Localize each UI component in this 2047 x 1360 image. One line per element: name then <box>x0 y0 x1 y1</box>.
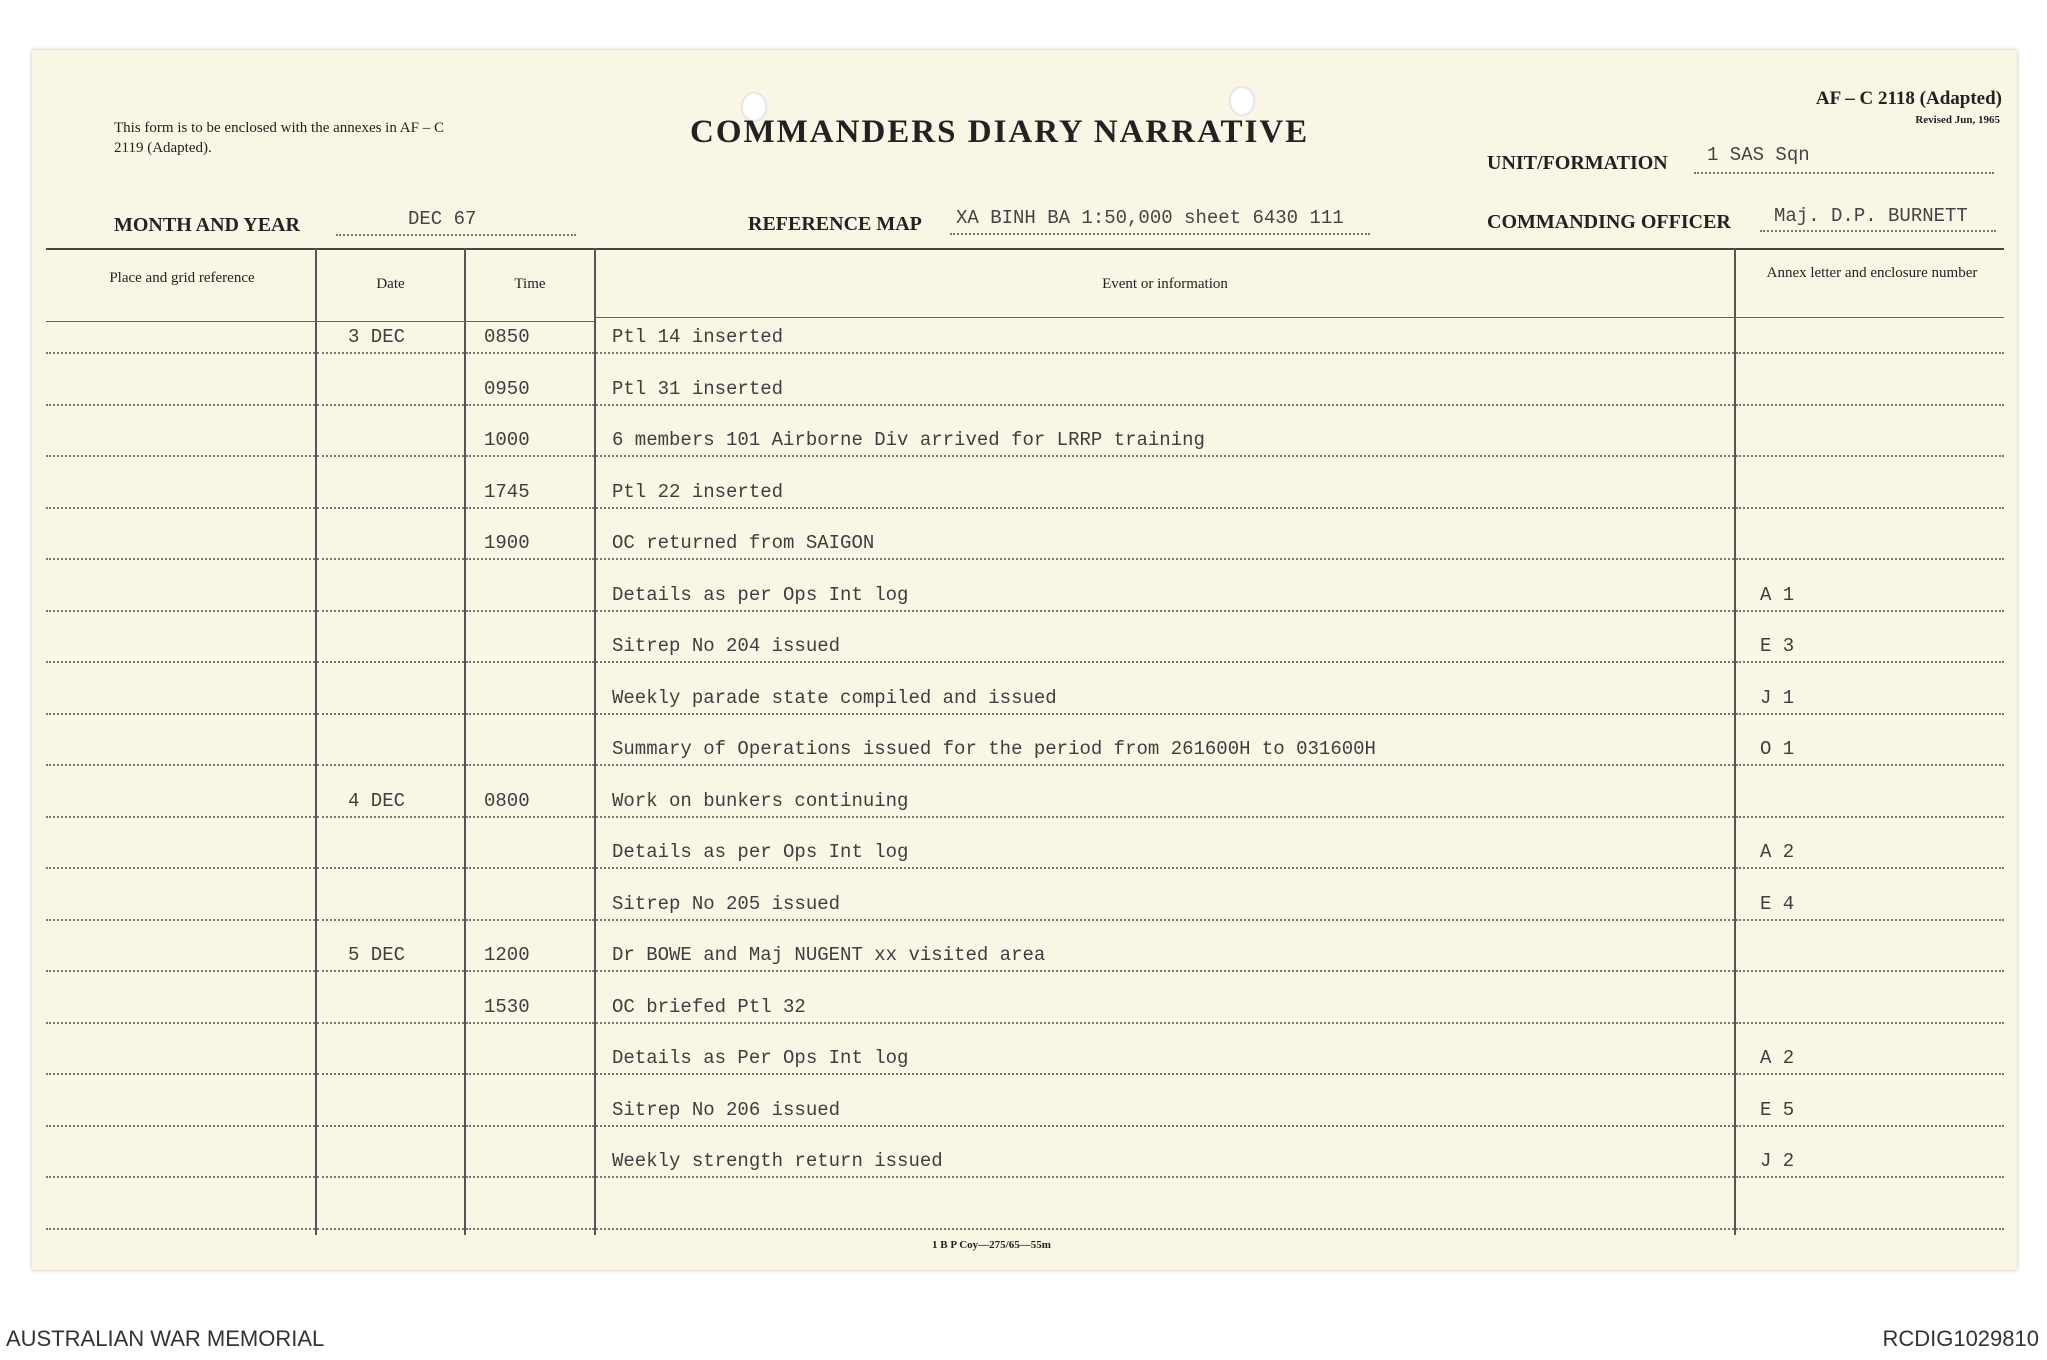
row-rule <box>466 919 594 921</box>
row-rule <box>1736 919 2004 921</box>
commanding-officer-dots <box>1760 230 1996 232</box>
row-time: 1000 <box>484 429 530 451</box>
row-rule <box>1736 1176 2004 1178</box>
form-title: COMMANDERS DIARY NARRATIVE <box>690 114 1310 150</box>
row-rule <box>46 970 315 972</box>
row-rule <box>317 404 464 406</box>
revised-date: Revised Jun, 1965 <box>1915 114 2000 126</box>
row-rule <box>596 764 1734 766</box>
header-underline-left <box>46 321 594 322</box>
row-event: OC briefed Ptl 32 <box>612 996 806 1018</box>
row-rule <box>317 919 464 921</box>
row-rule <box>466 507 594 509</box>
row-rule <box>466 661 594 663</box>
row-time: 1900 <box>484 532 530 554</box>
row-rule <box>596 1228 1734 1230</box>
row-rule <box>46 764 315 766</box>
row-annex: A 2 <box>1760 1047 1795 1069</box>
row-rule <box>596 352 1734 354</box>
row-rule <box>596 1073 1734 1075</box>
row-rule <box>596 455 1734 457</box>
row-rule <box>317 816 464 818</box>
row-time: 0800 <box>484 790 530 812</box>
row-rule <box>317 1073 464 1075</box>
unit-formation-label: UNIT/FORMATION <box>1487 152 1668 174</box>
row-rule <box>1736 1073 2004 1075</box>
row-rule <box>46 404 315 406</box>
enclosure-note: This form is to be enclosed with the annexes in AF – C 2119 (Adapted). <box>114 120 444 156</box>
reference-map-value: XA BINH BA 1:50,000 sheet 6430 111 <box>956 207 1344 229</box>
row-rule <box>466 1125 594 1127</box>
row-rule <box>466 816 594 818</box>
row-rule <box>317 1228 464 1230</box>
row-rule <box>317 713 464 715</box>
header-date: Date <box>376 276 405 292</box>
row-annex: A 2 <box>1760 841 1795 863</box>
row-date: 3 DEC <box>348 326 406 348</box>
reference-map-label: REFERENCE MAP <box>748 213 922 235</box>
row-rule <box>1736 816 2004 818</box>
row-rule <box>466 404 594 406</box>
row-annex: E 3 <box>1760 635 1795 657</box>
caption-left: AUSTRALIAN WAR MEMORIAL <box>6 1326 325 1351</box>
row-rule <box>1736 352 2004 354</box>
row-rule <box>46 1022 315 1024</box>
row-rule <box>46 558 315 560</box>
reference-map-dots <box>950 233 1370 235</box>
month-year-label: MONTH AND YEAR <box>114 214 300 236</box>
row-rule <box>466 1022 594 1024</box>
row-rule <box>596 610 1734 612</box>
row-rule <box>46 610 315 612</box>
row-rule <box>317 764 464 766</box>
row-rule <box>466 764 594 766</box>
row-event: Details as per Ops Int log <box>612 584 909 606</box>
row-rule <box>466 1073 594 1075</box>
row-rule <box>596 1022 1734 1024</box>
row-rule <box>596 1125 1734 1127</box>
row-rule <box>1736 1022 2004 1024</box>
row-rule <box>596 867 1734 869</box>
row-rule <box>46 816 315 818</box>
row-rule <box>596 816 1734 818</box>
row-event: Details as per Ops Int log <box>612 841 909 863</box>
row-event: Weekly strength return issued <box>612 1150 943 1172</box>
unit-formation-value: 1 SAS Sqn <box>1707 144 1810 166</box>
row-rule <box>466 558 594 560</box>
header-underline-annex <box>1735 317 2004 318</box>
row-event: Ptl 14 inserted <box>612 326 784 348</box>
row-rule <box>1736 764 2004 766</box>
row-rule <box>317 1125 464 1127</box>
row-rule <box>1736 867 2004 869</box>
row-rule <box>317 1176 464 1178</box>
row-rule <box>317 558 464 560</box>
row-event: Ptl 22 inserted <box>612 481 784 503</box>
row-rule <box>46 1073 315 1075</box>
column-divider-event <box>594 248 596 1235</box>
row-event: Details as Per Ops Int log <box>612 1047 909 1069</box>
row-rule <box>46 713 315 715</box>
row-rule <box>317 507 464 509</box>
row-rule <box>1736 558 2004 560</box>
header-underline-event <box>595 317 1734 318</box>
row-rule <box>596 970 1734 972</box>
row-rule <box>1736 1125 2004 1127</box>
row-rule <box>596 507 1734 509</box>
header-place: Place and grid reference <box>109 270 255 286</box>
row-rule <box>1736 610 2004 612</box>
row-rule <box>317 352 464 354</box>
row-rule <box>46 1125 315 1127</box>
row-event: Sitrep No 204 issued <box>612 635 841 657</box>
row-rule <box>596 919 1734 921</box>
diary-page <box>32 50 2017 1270</box>
row-annex: J 1 <box>1760 687 1795 709</box>
row-rule <box>317 661 464 663</box>
caption-right: RCDIG1029810 <box>1882 1326 2039 1351</box>
row-event: 6 members 101 Airborne Div arrived for LRRP training <box>612 429 1205 451</box>
row-event: Sitrep No 206 issued <box>612 1099 841 1121</box>
row-rule <box>466 610 594 612</box>
row-event: Dr BOWE and Maj NUGENT xx visited area <box>612 944 1046 966</box>
row-rule <box>1736 661 2004 663</box>
row-date: 5 DEC <box>348 944 406 966</box>
row-rule <box>596 1176 1734 1178</box>
row-rule <box>1736 970 2004 972</box>
row-rule <box>1736 713 2004 715</box>
header-annex: Annex letter and enclosure number <box>1766 265 1978 281</box>
row-event: Sitrep No 205 issued <box>612 893 841 915</box>
column-divider-date <box>315 248 317 1235</box>
row-rule <box>596 558 1734 560</box>
column-divider-annex <box>1734 248 1736 1235</box>
row-rule <box>466 713 594 715</box>
row-rule <box>46 455 315 457</box>
row-rule <box>466 867 594 869</box>
month-year-value: DEC 67 <box>408 208 477 230</box>
row-rule <box>317 610 464 612</box>
row-rule <box>466 455 594 457</box>
row-event: Work on bunkers continuing <box>612 790 909 812</box>
row-event: Ptl 31 inserted <box>612 378 784 400</box>
row-rule <box>317 867 464 869</box>
commanding-officer-label: COMMANDING OFFICER <box>1487 211 1731 233</box>
row-rule <box>1736 404 2004 406</box>
row-annex: A 1 <box>1760 584 1795 606</box>
row-rule <box>46 661 315 663</box>
row-rule <box>596 661 1734 663</box>
row-time: 1200 <box>484 944 530 966</box>
row-rule <box>46 507 315 509</box>
month-year-dots <box>336 234 576 236</box>
row-event: OC returned from SAIGON <box>612 532 875 554</box>
commanding-officer-value: Maj. D.P. BURNETT <box>1774 205 1968 227</box>
row-rule <box>596 713 1734 715</box>
column-divider-time <box>464 248 466 1235</box>
row-event: Weekly parade state compiled and issued <box>612 687 1057 709</box>
row-rule <box>46 867 315 869</box>
row-rule <box>1736 455 2004 457</box>
row-annex: E 5 <box>1760 1099 1795 1121</box>
row-rule <box>46 1176 315 1178</box>
row-rule <box>46 919 315 921</box>
printer-code: 1 B P Coy—275/65—55m <box>932 1239 1051 1251</box>
row-date: 4 DEC <box>348 790 406 812</box>
row-rule <box>317 455 464 457</box>
row-rule <box>46 352 315 354</box>
row-rule <box>1736 507 2004 509</box>
row-rule <box>466 1228 594 1230</box>
row-annex: J 2 <box>1760 1150 1795 1172</box>
row-time: 1530 <box>484 996 530 1018</box>
row-time: 0850 <box>484 326 530 348</box>
row-time: 1745 <box>484 481 530 503</box>
row-rule <box>466 970 594 972</box>
row-rule <box>466 352 594 354</box>
row-rule <box>46 1228 315 1230</box>
form-number: AF – C 2118 (Adapted) <box>1815 88 2002 109</box>
row-rule <box>466 1176 594 1178</box>
row-annex: O 1 <box>1760 738 1795 760</box>
punch-hole-right <box>1229 86 1255 116</box>
row-rule <box>317 970 464 972</box>
row-rule <box>317 1022 464 1024</box>
row-rule <box>596 404 1734 406</box>
header-event: Event or information <box>1102 276 1228 292</box>
row-time: 0950 <box>484 378 530 400</box>
table-top-border <box>46 248 2004 250</box>
row-event: Summary of Operations issued for the period from 261600H to 031600H <box>612 738 1376 760</box>
row-rule <box>1736 1228 2004 1230</box>
header-time: Time <box>514 276 546 292</box>
unit-formation-dots <box>1694 172 1994 174</box>
row-annex: E 4 <box>1760 893 1795 915</box>
